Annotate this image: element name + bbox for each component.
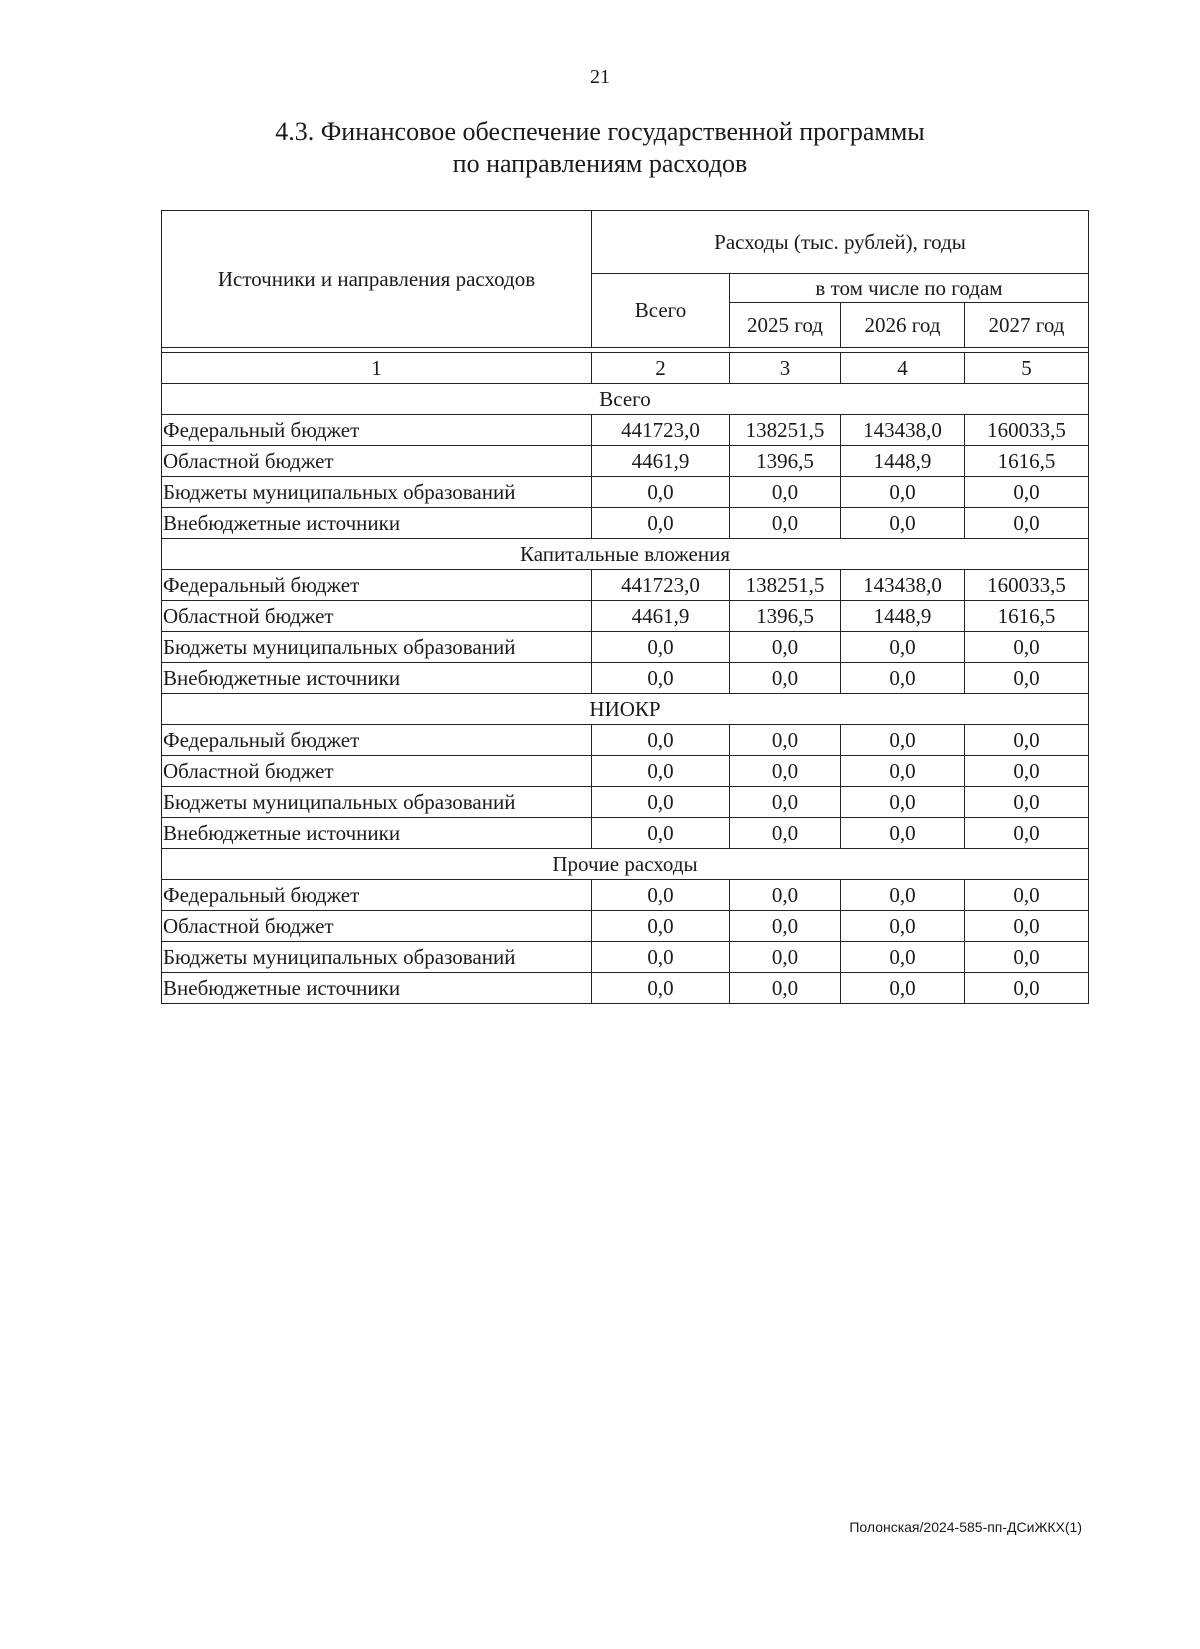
cell-year-value: 0,0 [730,787,841,818]
cell-total: 4461,9 [592,446,730,477]
row-label: Внебюджетные источники [162,818,592,849]
section-title [0,116,1200,180]
cell-year-value: 1448,9 [841,601,965,632]
cell-year-value: 1616,5 [965,601,1089,632]
table-row [162,632,1089,663]
row-label: Бюджеты муниципальных образований [162,632,592,663]
header-sources: Источники и направления расходов [162,211,592,348]
row-label: Бюджеты муниципальных образований [162,942,592,973]
cell-year-value: 0,0 [965,818,1089,849]
cell-total: 4461,9 [592,601,730,632]
table-row [162,477,1089,508]
table-row [162,663,1089,694]
cell-year-value: 0,0 [965,632,1089,663]
cell-year-value: 0,0 [730,942,841,973]
section-header-row [162,849,1089,880]
cell-year-value: 0,0 [841,942,965,973]
cell-total: 0,0 [592,756,730,787]
cell-total: 0,0 [592,973,730,1004]
section-header-row [162,384,1089,415]
table-row [162,911,1089,942]
column-numbers-row [162,353,1089,384]
column-number: 1 [162,353,592,384]
column-number: 3 [730,353,841,384]
section-title-cell: НИОКР [162,694,1089,725]
header-year-2027: 2027 год [965,303,1089,348]
header-total: Всего [592,274,730,348]
row-label: Внебюджетные источники [162,663,592,694]
table-row [162,570,1089,601]
cell-year-value: 0,0 [730,756,841,787]
column-number: 4 [841,353,965,384]
cell-year-value: 0,0 [730,880,841,911]
cell-year-value: 138251,5 [730,570,841,601]
cell-year-value: 0,0 [841,880,965,911]
section-header-row [162,539,1089,570]
header-expenses: Расходы (тыс. рублей), годы [592,211,1089,274]
header-year-2026: 2026 год [841,303,965,348]
cell-year-value: 0,0 [841,973,965,1004]
document-code: Полонская/2024-585-пп-ДСиЖКХ(1) [849,1519,1082,1535]
cell-year-value: 160033,5 [965,415,1089,446]
cell-year-value: 0,0 [730,508,841,539]
row-label: Федеральный бюджет [162,880,592,911]
header-including-by-years: в том числе по годам [730,274,1089,303]
table-row [162,818,1089,849]
cell-year-value: 1616,5 [965,446,1089,477]
table-row [162,508,1089,539]
row-label: Бюджеты муниципальных образований [162,787,592,818]
cell-year-value: 0,0 [965,508,1089,539]
table-row [162,973,1089,1004]
cell-year-value: 1396,5 [730,601,841,632]
row-label: Внебюджетные источники [162,508,592,539]
cell-year-value: 0,0 [965,942,1089,973]
cell-year-value: 0,0 [965,787,1089,818]
cell-year-value: 0,0 [965,663,1089,694]
cell-total: 0,0 [592,787,730,818]
table-row [162,756,1089,787]
cell-total: 441723,0 [592,415,730,446]
cell-year-value: 0,0 [841,477,965,508]
row-label: Федеральный бюджет [162,725,592,756]
column-number: 2 [592,353,730,384]
row-label: Федеральный бюджет [162,415,592,446]
cell-year-value: 0,0 [730,818,841,849]
cell-total: 441723,0 [592,570,730,601]
row-label: Областной бюджет [162,446,592,477]
cell-year-value: 138251,5 [730,415,841,446]
cell-year-value: 0,0 [730,725,841,756]
table-row [162,601,1089,632]
page-number: 21 [590,66,610,88]
cell-year-value: 0,0 [730,663,841,694]
cell-year-value: 160033,5 [965,570,1089,601]
cell-year-value: 0,0 [841,787,965,818]
section-header-row [162,694,1089,725]
cell-year-value: 0,0 [841,818,965,849]
cell-year-value: 0,0 [841,508,965,539]
cell-year-value: 1448,9 [841,446,965,477]
row-label: Бюджеты муниципальных образований [162,477,592,508]
row-label: Федеральный бюджет [162,570,592,601]
column-number: 5 [965,353,1089,384]
cell-total: 0,0 [592,508,730,539]
cell-total: 0,0 [592,632,730,663]
section-title-cell: Капитальные вложения [162,539,1089,570]
cell-year-value: 0,0 [730,477,841,508]
cell-year-value: 0,0 [730,911,841,942]
table-row [162,725,1089,756]
table-row [162,415,1089,446]
cell-total: 0,0 [592,880,730,911]
cell-year-value: 0,0 [965,756,1089,787]
cell-year-value: 0,0 [730,973,841,1004]
table-row [162,942,1089,973]
section-title-line-1: 4.3. Финансовое обеспечение государственной программы [275,117,925,146]
cell-year-value: 0,0 [841,663,965,694]
cell-year-value: 0,0 [965,880,1089,911]
row-label: Областной бюджет [162,756,592,787]
table-row [162,446,1089,477]
row-label: Областной бюджет [162,911,592,942]
table-row [162,880,1089,911]
cell-total: 0,0 [592,725,730,756]
cell-year-value: 143438,0 [841,570,965,601]
financing-table [161,210,1089,1004]
row-label: Внебюджетные источники [162,973,592,1004]
cell-year-value: 0,0 [841,911,965,942]
section-title-cell: Прочие расходы [162,849,1089,880]
section-title-line-2: по направлениям расходов [452,149,748,178]
cell-year-value: 1396,5 [730,446,841,477]
header-year-2025: 2025 год [730,303,841,348]
cell-total: 0,0 [592,663,730,694]
cell-year-value: 0,0 [841,632,965,663]
row-label: Областной бюджет [162,601,592,632]
table-row [162,787,1089,818]
cell-year-value: 0,0 [965,725,1089,756]
cell-year-value: 0,0 [841,725,965,756]
cell-year-value: 0,0 [841,756,965,787]
cell-year-value: 0,0 [965,973,1089,1004]
cell-total: 0,0 [592,911,730,942]
cell-total: 0,0 [592,477,730,508]
section-title-cell: Всего [162,384,1089,415]
cell-year-value: 0,0 [965,477,1089,508]
cell-year-value: 0,0 [730,632,841,663]
cell-year-value: 143438,0 [841,415,965,446]
cell-total: 0,0 [592,818,730,849]
cell-total: 0,0 [592,942,730,973]
cell-year-value: 0,0 [965,911,1089,942]
